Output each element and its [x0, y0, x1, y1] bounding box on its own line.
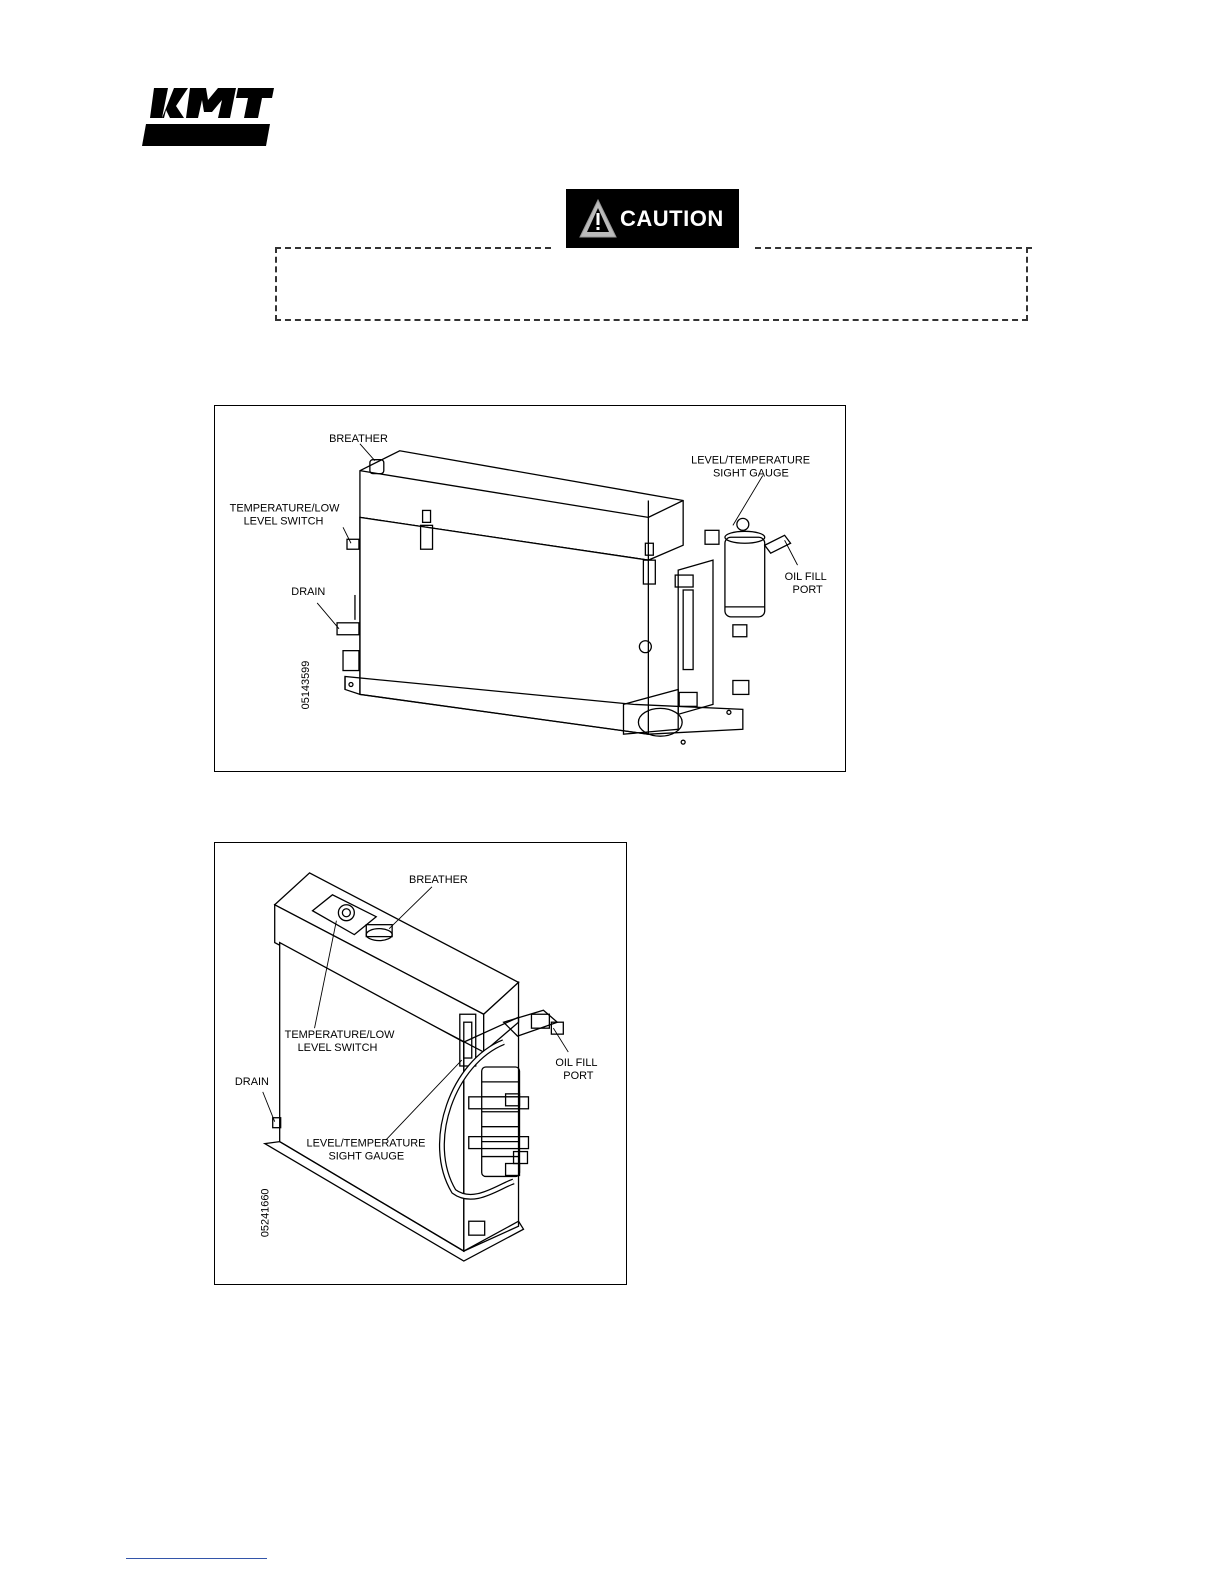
fig2-label-level-temp-1: LEVEL/TEMPERATURE — [306, 1137, 426, 1150]
caution-label: CAUTION — [620, 205, 724, 231]
footer-rule — [126, 1558, 267, 1559]
figure-horizontal-reservoir — [214, 405, 846, 772]
caution-badge — [566, 189, 739, 248]
fig2-label-drain: DRAIN — [234, 1075, 269, 1088]
caution-box — [275, 247, 1028, 321]
fig2-label-temp-low-1: TEMPERATURE/LOW — [284, 1029, 395, 1042]
fig1-label-level-temp-2: SIGHT GAUGE — [712, 467, 789, 480]
fig1-label-temp-low-2: LEVEL SWITCH — [243, 515, 324, 528]
fig1-label-temp-low-1: TEMPERATURE/LOW — [229, 502, 340, 515]
reservoir-drawing-2 — [265, 873, 564, 1261]
fig1-label-oil-fill-2: PORT — [792, 583, 823, 596]
fig1-label-drain: DRAIN — [291, 585, 326, 598]
fig1-label-oil-fill-1: OIL FILL — [784, 571, 827, 584]
kmt-logo — [140, 84, 276, 148]
fig2-label-oil-fill-1: OIL FILL — [555, 1056, 598, 1069]
fig2-label-breather: BREATHER — [409, 873, 468, 886]
caution-body-text — [277, 247, 1026, 275]
fig2-label-temp-low-2: LEVEL SWITCH — [297, 1042, 378, 1055]
figure-vertical-reservoir — [214, 842, 627, 1285]
reservoir-drawing-1 — [337, 451, 791, 744]
fig1-label-breather: BREATHER — [329, 432, 388, 445]
fig1-drawing-number: 05143599 — [300, 660, 313, 710]
fig2-drawing-number: 05241660 — [259, 1188, 272, 1238]
warning-triangle-icon — [578, 197, 618, 241]
fig1-label-level-temp-1: LEVEL/TEMPERATURE — [691, 454, 811, 467]
fig2-label-level-temp-2: SIGHT GAUGE — [328, 1150, 405, 1163]
fig2-label-oil-fill-2: PORT — [563, 1069, 594, 1082]
